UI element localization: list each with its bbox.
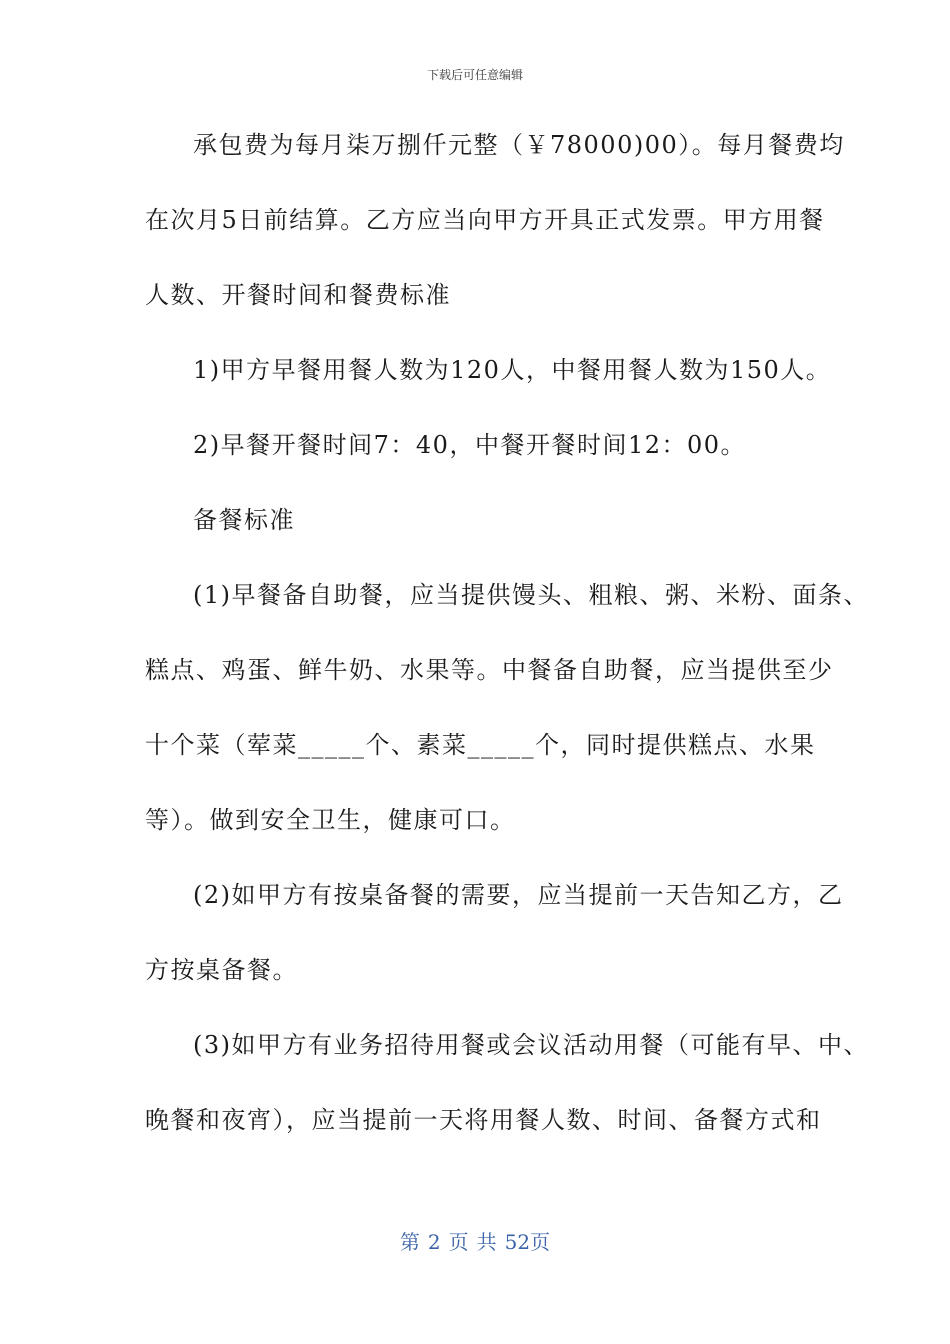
paragraph-line: 人数、开餐时间和餐费标准 <box>145 281 451 309</box>
page-footer <box>0 1226 950 1255</box>
paragraph-line: 晚餐和夜宵），应当提前一天将用餐人数、时间、备餐方式和 <box>145 1106 822 1134</box>
footer-di: 第 <box>399 1230 420 1254</box>
footer-ye: 页 <box>448 1230 469 1254</box>
paragraph-line: (1)早餐备自助餐，应当提供馒头、粗粮、粥、米粉、面条、 <box>193 581 869 609</box>
paragraph-line: 1)甲方早餐用餐人数为120人，中餐用餐人数为150人。 <box>193 356 832 384</box>
footer-page-number: 2 <box>427 1230 441 1254</box>
paragraph-line: 十个菜（荤菜_____个、素菜_____个，同时提供糕点、水果 <box>145 731 816 759</box>
paragraph-line: 在次月5日前结算。乙方应当向甲方开具正式发票。甲方用餐 <box>145 206 825 234</box>
paragraph-line: 等）。做到安全卫生，健康可口。 <box>145 806 516 834</box>
section-heading: 备餐标准 <box>193 506 295 534</box>
page-header-note: 下载后可任意编辑 <box>426 68 523 82</box>
paragraph-line: (3)如甲方有业务招待用餐或会议活动用餐（可能有早、中、 <box>193 1031 869 1059</box>
paragraph-line: (2)如甲方有按桌备餐的需要，应当提前一天告知乙方，乙 <box>193 881 844 909</box>
footer-gong: 共 <box>476 1230 497 1254</box>
paragraph-line: 方按桌备餐。 <box>145 956 298 984</box>
paragraph-line: 承包费为每月柒万捌仟元整（￥78000)00）。每月餐费均 <box>193 131 845 159</box>
footer-total-pages: 52页 <box>504 1230 551 1254</box>
paragraph-line: 糕点、鸡蛋、鲜牛奶、水果等。中餐备自助餐，应当提供至少 <box>145 656 834 684</box>
paragraph-line: 2)早餐开餐时间7：40，中餐开餐时间12：00。 <box>193 431 747 459</box>
